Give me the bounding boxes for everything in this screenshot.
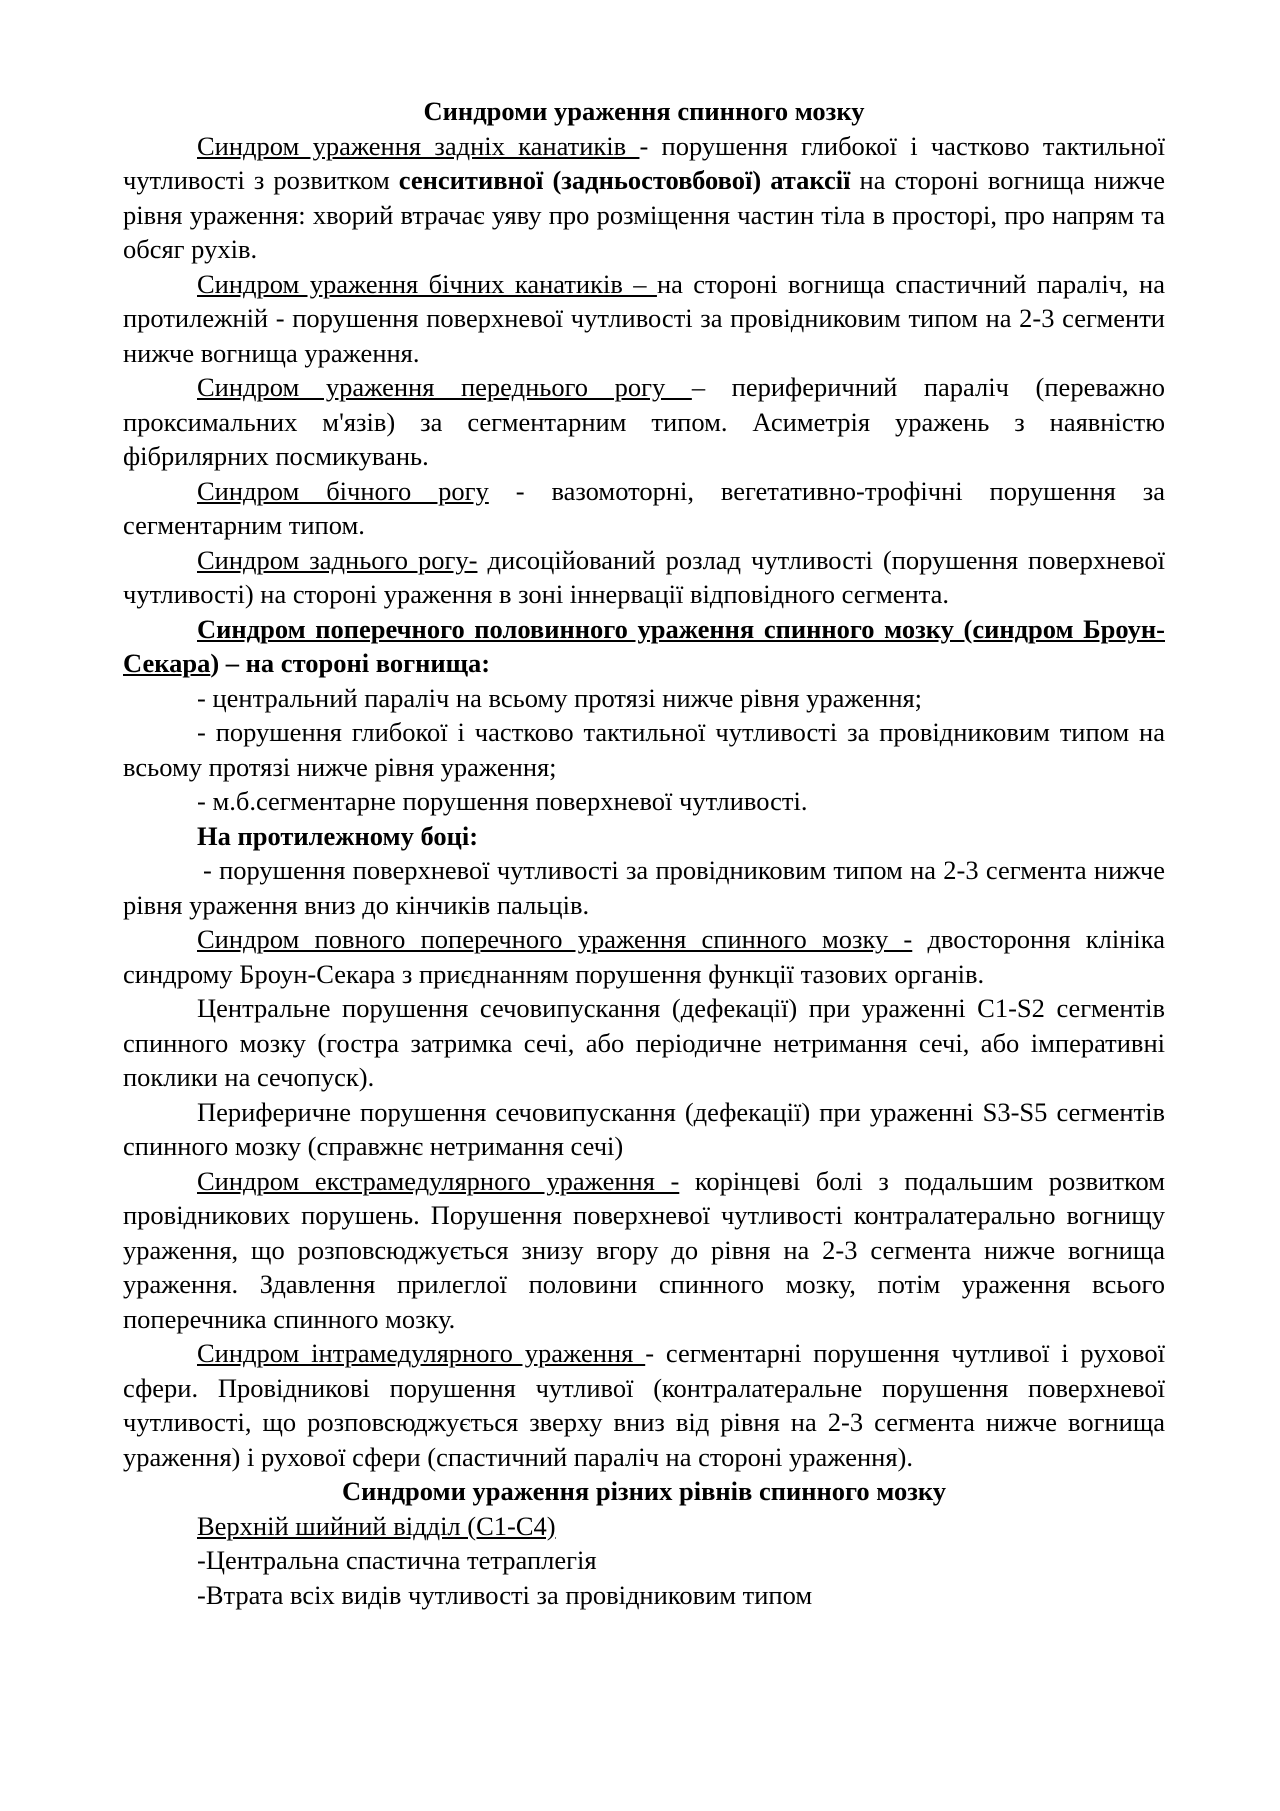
paragraph-peripheral-urination: Периферичне порушення сечовипускання (дефекації) при ураженні S3-S5 сегментів спинного мозку (справжнє нетримання сечі) xyxy=(123,1096,1165,1161)
section-title: Синдроми ураження різних рівнів спинного мозку xyxy=(341,1476,947,1506)
paragraph-complete-transverse: Синдром повного поперечного ураження спинного мозку - двостороння клініка синдрому Броун-Секара з приєднанням порушення функції тазових органів. xyxy=(123,924,1165,989)
paragraph-central-urination: Центральне порушення сечовипускання (дефекації) при ураженні С1-S2 сегментів спинного мозку (гостра затримка сечі, або періодичне нетримання сечі, або імперативні поклики на сечопуск). xyxy=(123,993,1165,1092)
term-label: Синдром поперечного половинного ураження спинного мозку (синдром Броун-Секара xyxy=(123,613,1165,678)
document-title: Синдроми ураження спинного мозку xyxy=(423,96,865,126)
term-label: Синдром інтрамедулярного ураження xyxy=(197,1338,646,1368)
paragraph-brown-sequard: Синдром поперечного половинного ураження спинного мозку (синдром Броун-Секара) – на стороні вогнища: xyxy=(123,613,1165,678)
term-label: Синдром бічного рогу xyxy=(197,475,489,506)
bold-term: сенситивної (задньостовбової) атаксії xyxy=(398,165,851,195)
paragraph-extramedullary: Синдром екстрамедулярного ураження - корінцеві болі з подальшим розвитком провідникових порушень. Порушення поверхневої чутливості контралатерально вогнищу ураження, що розповсюджується знизу вгору до рівня на 2-3 сегмента нижче вогнища ураження. Здавлення прилеглої половини спинного мозку, потім ураження всього поперечника спинного мозку. xyxy=(123,1165,1165,1334)
paragraph-intramedullary: Синдром інтрамедулярного ураження - сегментарні порушення чутливої і рухової сфери. Провідникові порушення чутливої (контралатеральне порушення поверхневої чутливості, що розповсюджується зверху вниз від рівня на 2-3 сегмента нижче вогнища ураження) і рухової сфери (спастичний параліч на стороні ураження). xyxy=(123,1338,1166,1472)
document-body xyxy=(123,94,1165,1612)
paragraph-posterior-columns: Синдром ураження задніх канатиків - порушення глибокої і частково тактильної чутливості з розвитком сенситивної (задньостовбової) атаксії на стороні вогнища нижче рівня ураження: хворий втрачає уяву про розміщення частин тіла в просторі, про напрям та обсяг рухів. xyxy=(123,130,1165,264)
list-item: - порушення глибокої і частково тактильної чутливості за провідниковим типом на всьому протязі нижче рівня ураження; xyxy=(123,717,1165,782)
paragraph-lateral-columns: Синдром ураження бічних канатиків – на стороні вогнища спастичний параліч, на протилежній - порушення поверхневої чутливості за провідниковим типом на 2-3 сегменти нижче вогнища ураження. xyxy=(123,268,1165,368)
term-label: Синдром ураження задніх канатиків xyxy=(197,130,640,161)
term-label: Синдром ураження бічних канатиків – xyxy=(197,268,657,299)
opposite-side-heading: На протилежному боці: xyxy=(197,820,479,851)
term-label: Синдром екстрамедулярного ураження - xyxy=(197,1165,680,1196)
list-item: -Центральна спастична тетраплегія xyxy=(197,1545,597,1575)
term-label: Синдром заднього рогу- xyxy=(197,544,478,575)
term-label: Синдром повного поперечного ураження спинного мозку - xyxy=(197,924,913,954)
paragraph-lateral-horn: Синдром бічного рогу - вазомоторні, вегетативно-трофічні порушення за сегментарним типом. xyxy=(123,475,1165,540)
list-item: - м.б.сегментарне порушення поверхневої чутливості. xyxy=(197,786,808,816)
section-subheading: Верхній шийний відділ (С1-С4) xyxy=(197,1510,556,1541)
term-label: Синдром ураження переднього рогу xyxy=(197,372,692,402)
paragraph-posterior-horn: Синдром заднього рогу- дисоційований розлад чутливості (порушення поверхневої чутливості) на стороні ураження в зоні іннервації відповідного сегмента. xyxy=(123,544,1165,609)
list-item: - порушення поверхневої чутливості за провідниковим типом на 2-3 сегмента нижче рівня ураження вниз до кінчиків пальців. xyxy=(123,855,1165,920)
list-item: - центральний параліч на всьому протязі нижче рівня ураження; xyxy=(197,682,923,713)
paragraph-anterior-horn: Синдром ураження переднього рогу – периферичний параліч (переважно проксимальних м'язів) за сегментарним типом. Асиметрія уражень з наявністю фібрилярних посмикувань. xyxy=(123,372,1165,471)
list-item: -Втрата всіх видів чутливості за провідниковим типом xyxy=(197,1579,813,1610)
